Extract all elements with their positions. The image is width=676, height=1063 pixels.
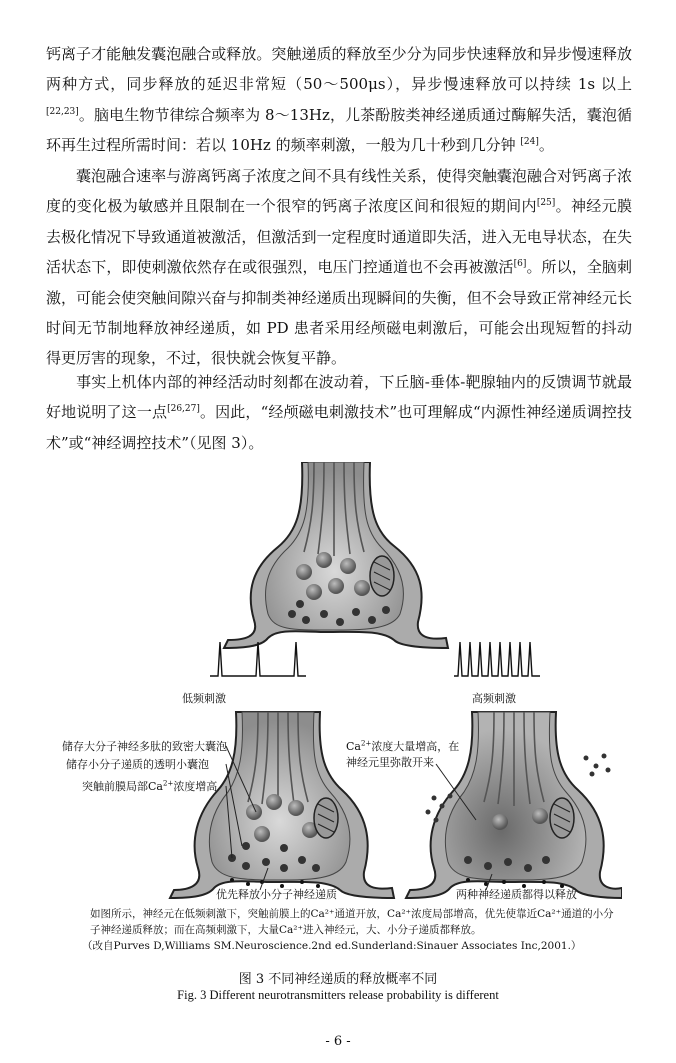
figure-caption-cn: 图 3 不同神经递质的释放概率不同 bbox=[238, 972, 438, 987]
citation: [22,23] bbox=[46, 106, 79, 117]
high-frequency-label: 高频刺激 bbox=[472, 692, 516, 705]
paragraph-2: 囊泡融合速率与游离钙离子浓度之间不具有线性关系，使得突触囊泡融合对钙离子浓度的变化极为敏感并且限制在一个很窄的钙离子浓度区间和很短的期间内[25]。神经元膜去极化情况下导致通道被激活，但激活到一定程度时通道即失活，进入无电导状态，在失活状态下，即使刺激依然存在或很强烈，电压门控通道也不会再被激活[6]。所以，全脑刺激，可能会使突触间隙兴奋与抑制类神经递质出现瞬间的失衡，但不会导致正常神经元长时间无节制地释放神经递质，如 PD 患者采用经颅磁电刺激后，可能会出现短暂的抖动得更厉害的现象，不过，很快就会恢复平静。 bbox=[46, 167, 632, 368]
release-both-label: 两种神经递质都得以释放 bbox=[456, 888, 577, 901]
high-frequency-spike-train bbox=[454, 642, 540, 676]
large-vesicle-label: 储存大分子神经多肽的致密大囊泡 bbox=[62, 740, 227, 753]
figure-note-line2: 子神经递质释放；而在高频刺激下，大量Ca²⁺进入神经元，大、小分子递质都释放。 bbox=[90, 924, 482, 936]
citation: [26,27] bbox=[167, 404, 200, 415]
citation: [24] bbox=[520, 137, 539, 148]
calcium-high-label-line1: $Ca^{2+}$浓度大量增高，在 bbox=[346, 739, 460, 753]
low-frequency-label: 低频刺激 bbox=[182, 692, 226, 705]
paragraph-3: 事实上机体内部的神经活动时刻都在波动着，下丘脑-垂体-靶腺轴内的反馈调节就最好地说明了这一点[26,27]。因此，“经颅磁电刺激技术”也可理解成“内源性神经递质调控技术”或“神经调控技术”（见图 3）。 bbox=[46, 373, 632, 452]
release-small-label: 优先释放小分子神经递质 bbox=[216, 888, 337, 901]
figure-note-line1: 如图所示，神经元在低频刺激下，突触前膜上的Ca²⁺通道开放，Ca²⁺浓度局部增高，优先使靠近Ca²⁺通道的小分 bbox=[90, 908, 614, 920]
calcium-high-label-line2: 神经元里弥散开来 bbox=[346, 756, 434, 769]
figure-3 bbox=[56, 462, 622, 960]
citation: [25] bbox=[536, 198, 556, 209]
citation: [6] bbox=[513, 259, 527, 270]
page-number: - 6 - bbox=[325, 1034, 351, 1049]
synapse-illustration bbox=[56, 462, 622, 960]
presynaptic-calcium-label: 突触前膜局部$Ca^{2+}$浓度增高 bbox=[82, 779, 218, 793]
top-synapse-terminal bbox=[224, 462, 448, 648]
figure-caption-en: Fig. 3 Different neurotransmitters release probability is different bbox=[177, 988, 499, 1002]
small-vesicle-label: 储存小分子递质的透明小囊泡 bbox=[66, 758, 209, 771]
figure-note-line3: （改自Purves D,Williams SM.Neuroscience.2nd ed.Sunderland:Sinauer Associates Inc,2001.） bbox=[82, 940, 582, 952]
paragraph-1: 钙离子才能触发囊泡融合或释放。突触递质的释放至少分为同步快速释放和异步慢速释放两种方式，同步释放的延迟非常短（50～500μs），异步慢速释放可以持续 1s 以上[22,23]。脑电生物节律综合频率为 8～13Hz，儿茶酚胺类神经递质通过酶解失活，囊泡循环再生过程所需时间：若以 10Hz 的频率刺激，一般为几十秒到几分钟 [24]。 bbox=[46, 45, 632, 155]
